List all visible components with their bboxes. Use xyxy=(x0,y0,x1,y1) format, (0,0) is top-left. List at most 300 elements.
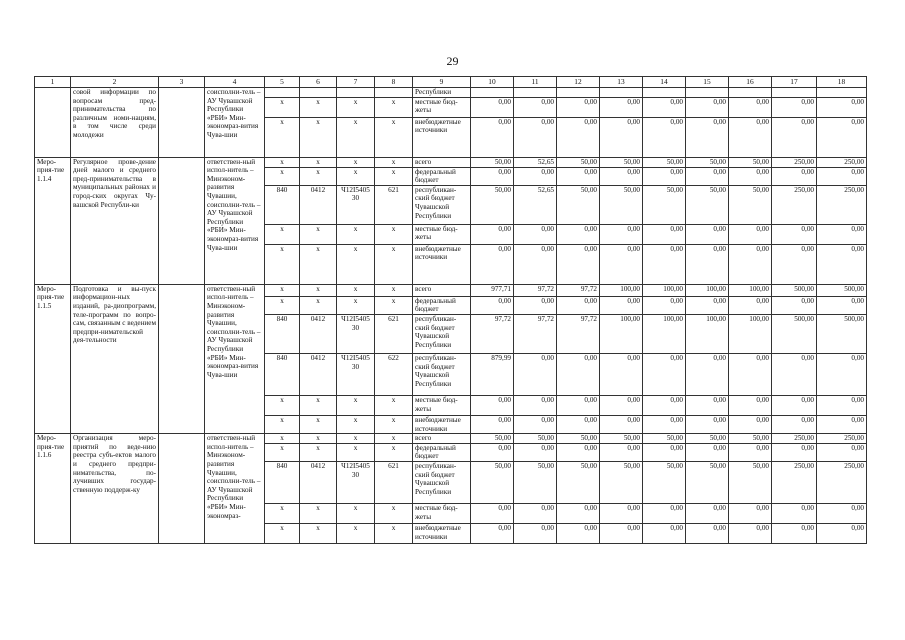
code-cell xyxy=(300,88,337,98)
funding-source: федеральный бюджет xyxy=(413,443,471,461)
amount-cell: 0,00 xyxy=(514,395,557,415)
amount-cell: 0,00 xyxy=(643,224,686,244)
amount-cell: 50,00 xyxy=(557,157,600,167)
amount-cell: 500,00 xyxy=(772,284,817,296)
amount-cell: 0,00 xyxy=(600,503,643,523)
amount-cell: 250,00 xyxy=(817,461,867,503)
activity-description: Организация меро-приятий по веде-нию реестра субъ-ектов малого и среднего предпри-нимательства, по-лучивших государ-ственную поддерж-ку xyxy=(71,434,159,544)
amount-cell: 0,00 xyxy=(514,296,557,314)
amount-cell: 0,00 xyxy=(557,395,600,415)
empty-cell xyxy=(159,434,205,544)
amount-cell: 0,00 xyxy=(557,167,600,185)
amount-cell: 500,00 xyxy=(817,284,867,296)
amount-cell: 0,00 xyxy=(514,97,557,117)
amount-cell: 50,00 xyxy=(643,157,686,167)
code-cell: х xyxy=(265,296,300,314)
amount-cell: 250,00 xyxy=(772,157,817,167)
amount-cell: 0,00 xyxy=(557,503,600,523)
amount-cell: 0,00 xyxy=(686,97,729,117)
amount-cell: 0,00 xyxy=(686,117,729,157)
amount-cell: 97,72 xyxy=(557,314,600,353)
amount-cell: 0,00 xyxy=(557,117,600,157)
amount-cell: 0,00 xyxy=(557,353,600,395)
funding-source: республикан-ский бюджет Чувашской Республики xyxy=(413,353,471,395)
amount-cell: 0,00 xyxy=(817,503,867,523)
amount-cell: 52,65 xyxy=(514,157,557,167)
amount-cell: 0,00 xyxy=(729,395,772,415)
table-row xyxy=(35,157,867,167)
amount-cell: 50,00 xyxy=(729,157,772,167)
code-cell: х xyxy=(375,97,413,117)
code-cell: х xyxy=(265,395,300,415)
code-cell: х xyxy=(300,443,337,461)
empty-cell xyxy=(159,88,205,158)
amount-cell: 50,00 xyxy=(557,185,600,224)
code-cell: х xyxy=(375,503,413,523)
amount-cell: 100,00 xyxy=(600,284,643,296)
amount-cell: 0,00 xyxy=(772,167,817,185)
amount-cell: 0,00 xyxy=(471,523,514,543)
amount-cell: 0,00 xyxy=(772,523,817,543)
activity-description: Регулярное прове-дение дней малого и среднего пред-принимательства в муниципальных районах и город-ских округах Чу-вашской Республи-ки xyxy=(71,157,159,284)
code-cell: х xyxy=(300,117,337,157)
amount-cell: 0,00 xyxy=(557,224,600,244)
amount-cell: 0,00 xyxy=(514,167,557,185)
code-cell: х xyxy=(300,224,337,244)
amount-cell: 100,00 xyxy=(643,284,686,296)
amount-cell: 0,00 xyxy=(686,167,729,185)
amount-cell: 0,00 xyxy=(643,353,686,395)
amount-cell: 0,00 xyxy=(772,296,817,314)
amount-cell: 0,00 xyxy=(557,415,600,433)
code-cell: 621 xyxy=(375,185,413,224)
code-cell: х xyxy=(265,434,300,444)
amount-cell: 0,00 xyxy=(514,523,557,543)
amount-cell: 50,00 xyxy=(557,461,600,503)
code-cell: х xyxy=(375,224,413,244)
code-cell: х xyxy=(337,434,375,444)
amount-cell: 0,00 xyxy=(471,97,514,117)
code-cell: Ч12I5405 30 xyxy=(337,353,375,395)
amount-cell: 0,00 xyxy=(600,395,643,415)
amount-cell: 0,00 xyxy=(600,415,643,433)
amount-cell: 50,00 xyxy=(729,185,772,224)
code-cell: х xyxy=(337,395,375,415)
code-cell: 621 xyxy=(375,314,413,353)
amount-cell: 0,00 xyxy=(643,167,686,185)
budget-table xyxy=(34,76,867,544)
code-cell: 0412 xyxy=(300,314,337,353)
funding-source: федеральный бюджет xyxy=(413,167,471,185)
amount-cell: 0,00 xyxy=(643,117,686,157)
amount-cell: 50,00 xyxy=(600,461,643,503)
funding-source: республикан-ский бюджет Чувашской Республики xyxy=(413,314,471,353)
page-number: 29 xyxy=(446,54,459,68)
amount-cell: 0,00 xyxy=(514,353,557,395)
amount-cell: 0,00 xyxy=(643,296,686,314)
amount-cell: 50,00 xyxy=(686,157,729,167)
amount-cell: 0,00 xyxy=(686,415,729,433)
amount-cell: 50,00 xyxy=(729,461,772,503)
amount-cell: 0,00 xyxy=(643,97,686,117)
amount-cell: 50,00 xyxy=(471,434,514,444)
amount-cell: 100,00 xyxy=(600,314,643,353)
funding-source: местные бюд-жеты xyxy=(413,224,471,244)
amount-cell: 0,00 xyxy=(514,443,557,461)
code-cell: х xyxy=(300,434,337,444)
amount-cell: 0,00 xyxy=(600,224,643,244)
amount-cell: 0,00 xyxy=(729,244,772,284)
column-number: 9 xyxy=(413,77,471,88)
code-cell: х xyxy=(300,395,337,415)
amount-cell: 0,00 xyxy=(471,443,514,461)
amount-cell: 0,00 xyxy=(817,443,867,461)
column-number: 5 xyxy=(265,77,300,88)
amount-cell: 50,00 xyxy=(600,185,643,224)
code-cell: х xyxy=(337,224,375,244)
column-number-row xyxy=(35,77,867,88)
code-cell: Ч12I5405 30 xyxy=(337,314,375,353)
column-number: 14 xyxy=(643,77,686,88)
code-cell: х xyxy=(375,296,413,314)
column-number: 12 xyxy=(557,77,600,88)
code-cell: х xyxy=(265,523,300,543)
code-cell: х xyxy=(265,503,300,523)
amount-cell xyxy=(514,88,557,98)
funding-source: местные бюд-жеты xyxy=(413,97,471,117)
amount-cell: 250,00 xyxy=(772,185,817,224)
amount-cell: 0,00 xyxy=(557,523,600,543)
code-cell: 840 xyxy=(265,185,300,224)
code-cell: х xyxy=(300,167,337,185)
code-cell: х xyxy=(375,523,413,543)
column-number: 16 xyxy=(729,77,772,88)
column-number: 15 xyxy=(686,77,729,88)
code-cell: х xyxy=(375,443,413,461)
amount-cell: 50,00 xyxy=(600,434,643,444)
amount-cell xyxy=(729,88,772,98)
amount-cell: 0,00 xyxy=(471,167,514,185)
amount-cell: 0,00 xyxy=(643,395,686,415)
amount-cell xyxy=(600,88,643,98)
amount-cell: 100,00 xyxy=(686,284,729,296)
code-cell: х xyxy=(337,503,375,523)
amount-cell: 0,00 xyxy=(772,97,817,117)
funding-source: всего xyxy=(413,284,471,296)
amount-cell: 50,00 xyxy=(557,434,600,444)
amount-cell: 0,00 xyxy=(514,415,557,433)
code-cell: х xyxy=(300,415,337,433)
amount-cell: 0,00 xyxy=(729,353,772,395)
amount-cell xyxy=(817,88,867,98)
funding-source: местные бюд-жеты xyxy=(413,395,471,415)
amount-cell: 0,00 xyxy=(471,244,514,284)
column-number: 18 xyxy=(817,77,867,88)
amount-cell: 0,00 xyxy=(643,443,686,461)
code-cell: 840 xyxy=(265,353,300,395)
amount-cell: 0,00 xyxy=(772,415,817,433)
code-cell: Ч12I5405 30 xyxy=(337,461,375,503)
code-cell: х xyxy=(375,157,413,167)
amount-cell: 0,00 xyxy=(817,224,867,244)
amount-cell: 0,00 xyxy=(772,395,817,415)
column-number: 13 xyxy=(600,77,643,88)
amount-cell: 250,00 xyxy=(772,461,817,503)
code-cell: х xyxy=(300,244,337,284)
executor-cell: ответствен-ный испол-нитель – Минэконом-развития Чувашии, соисполни-тель – АУ Чувашской Республики «РБИ» Мин-экономраз-вития Чува-шии xyxy=(205,284,265,433)
amount-cell: 0,00 xyxy=(772,353,817,395)
amount-cell: 50,00 xyxy=(686,461,729,503)
code-cell: х xyxy=(337,523,375,543)
amount-cell: 0,00 xyxy=(729,167,772,185)
amount-cell: 0,00 xyxy=(600,523,643,543)
amount-cell: 0,00 xyxy=(557,97,600,117)
amount-cell: 0,00 xyxy=(817,244,867,284)
code-cell: х xyxy=(265,244,300,284)
column-number: 3 xyxy=(159,77,205,88)
amount-cell: 100,00 xyxy=(643,314,686,353)
amount-cell: 97,72 xyxy=(471,314,514,353)
amount-cell: 0,00 xyxy=(471,395,514,415)
column-number: 4 xyxy=(205,77,265,88)
code-cell: х xyxy=(375,117,413,157)
code-cell: х xyxy=(337,443,375,461)
code-cell: х xyxy=(265,415,300,433)
code-cell: х xyxy=(300,97,337,117)
amount-cell: 50,00 xyxy=(729,434,772,444)
amount-cell: 977,71 xyxy=(471,284,514,296)
amount-cell: 0,00 xyxy=(772,503,817,523)
amount-cell: 0,00 xyxy=(600,443,643,461)
amount-cell: 0,00 xyxy=(514,244,557,284)
code-cell: х xyxy=(337,117,375,157)
amount-cell: 0,00 xyxy=(600,117,643,157)
amount-cell: 50,00 xyxy=(471,461,514,503)
code-cell: х xyxy=(337,167,375,185)
amount-cell: 250,00 xyxy=(817,434,867,444)
code-cell: х xyxy=(300,157,337,167)
amount-cell xyxy=(471,88,514,98)
amount-cell: 0,00 xyxy=(643,523,686,543)
amount-cell: 50,00 xyxy=(643,461,686,503)
amount-cell: 0,00 xyxy=(514,224,557,244)
amount-cell: 0,00 xyxy=(817,353,867,395)
code-cell: х xyxy=(337,97,375,117)
amount-cell: 0,00 xyxy=(471,415,514,433)
amount-cell: 0,00 xyxy=(600,244,643,284)
amount-cell: 0,00 xyxy=(686,353,729,395)
table-row xyxy=(35,284,867,296)
amount-cell: 50,00 xyxy=(643,185,686,224)
amount-cell: 50,00 xyxy=(600,157,643,167)
amount-cell: 0,00 xyxy=(729,97,772,117)
code-cell: х xyxy=(375,415,413,433)
amount-cell: 0,00 xyxy=(729,224,772,244)
code-cell: х xyxy=(300,523,337,543)
amount-cell: 0,00 xyxy=(686,224,729,244)
amount-cell: 0,00 xyxy=(817,415,867,433)
amount-cell: 100,00 xyxy=(729,314,772,353)
code-cell xyxy=(375,88,413,98)
table-row xyxy=(35,88,867,98)
executor-cell: соисполни-тель – АУ Чувашской Республики «РБИ» Мин-экономраз-вития Чува-шии xyxy=(205,88,265,158)
executor-cell: ответствен-ный испол-нитель – Минэконом-развития Чувашии, соисполни-тель – АУ Чувашской Республики «РБИ» Мин-экономраз- xyxy=(205,434,265,544)
amount-cell: 50,00 xyxy=(471,185,514,224)
code-cell: 0412 xyxy=(300,353,337,395)
funding-source: республикан-ский бюджет Чувашской Республики xyxy=(413,185,471,224)
amount-cell: 0,00 xyxy=(817,97,867,117)
code-cell: х xyxy=(300,296,337,314)
executor-cell: ответствен-ный испол-нитель – Минэконом-развития Чувашии, соисполни-тель – АУ Чувашской Республики «РБИ» Мин-экономраз-вития Чува-шии xyxy=(205,157,265,284)
funding-source: внебюджетные источники xyxy=(413,244,471,284)
code-cell: х xyxy=(265,117,300,157)
amount-cell: 0,00 xyxy=(557,443,600,461)
amount-cell: 0,00 xyxy=(600,296,643,314)
amount-cell: 0,00 xyxy=(729,443,772,461)
activity-label: Меро-прия-тие 1.1.4 xyxy=(35,157,71,284)
funding-source: внебюджетные источники xyxy=(413,523,471,543)
amount-cell: 0,00 xyxy=(772,443,817,461)
amount-cell: 0,00 xyxy=(772,117,817,157)
amount-cell: 50,00 xyxy=(471,157,514,167)
amount-cell xyxy=(643,88,686,98)
code-cell: х xyxy=(300,503,337,523)
code-cell: х xyxy=(265,284,300,296)
amount-cell: 0,00 xyxy=(514,117,557,157)
table-row xyxy=(35,434,867,444)
amount-cell: 0,00 xyxy=(686,523,729,543)
amount-cell: 500,00 xyxy=(772,314,817,353)
amount-cell: 0,00 xyxy=(686,296,729,314)
amount-cell: 0,00 xyxy=(600,97,643,117)
amount-cell: 0,00 xyxy=(817,167,867,185)
column-number: 6 xyxy=(300,77,337,88)
amount-cell: 0,00 xyxy=(686,244,729,284)
amount-cell: 52,65 xyxy=(514,185,557,224)
activity-label: Меро-прия-тие 1.1.5 xyxy=(35,284,71,433)
code-cell: х xyxy=(337,244,375,284)
amount-cell xyxy=(557,88,600,98)
amount-cell: 0,00 xyxy=(471,296,514,314)
amount-cell: 100,00 xyxy=(729,284,772,296)
code-cell: х xyxy=(337,296,375,314)
code-cell: 840 xyxy=(265,461,300,503)
activity-description: совой информации по вопросам пред-принимательства по различным номи-нациям, в том числе среди молодежи xyxy=(71,88,159,158)
code-cell xyxy=(265,88,300,98)
funding-source: республикан-ский бюджет Чувашской Республики xyxy=(413,461,471,503)
code-cell: х xyxy=(375,395,413,415)
amount-cell: 50,00 xyxy=(514,434,557,444)
code-cell: 622 xyxy=(375,353,413,395)
column-number: 1 xyxy=(35,77,71,88)
amount-cell: 0,00 xyxy=(729,296,772,314)
funding-source: Республики xyxy=(413,88,471,98)
activity-label: Меро-прия-тие 1.1.6 xyxy=(35,434,71,544)
funding-source: федеральный бюджет xyxy=(413,296,471,314)
amount-cell: 0,00 xyxy=(600,167,643,185)
amount-cell: 0,00 xyxy=(817,117,867,157)
amount-cell: 250,00 xyxy=(772,434,817,444)
column-number: 2 xyxy=(71,77,159,88)
amount-cell: 0,00 xyxy=(817,523,867,543)
empty-cell xyxy=(159,157,205,284)
code-cell xyxy=(337,88,375,98)
amount-cell: 0,00 xyxy=(772,224,817,244)
amount-cell: 50,00 xyxy=(514,461,557,503)
amount-cell: 97,72 xyxy=(557,284,600,296)
column-number: 8 xyxy=(375,77,413,88)
amount-cell: 0,00 xyxy=(471,117,514,157)
amount-cell: 250,00 xyxy=(817,157,867,167)
amount-cell: 0,00 xyxy=(686,443,729,461)
amount-cell: 0,00 xyxy=(729,117,772,157)
amount-cell: 250,00 xyxy=(817,185,867,224)
amount-cell: 0,00 xyxy=(557,296,600,314)
funding-source: местные бюд-жеты xyxy=(413,503,471,523)
funding-source: внебюджетные источники xyxy=(413,117,471,157)
empty-cell xyxy=(159,284,205,433)
amount-cell: 0,00 xyxy=(600,353,643,395)
code-cell: х xyxy=(265,224,300,244)
amount-cell: 0,00 xyxy=(772,244,817,284)
code-cell: х xyxy=(375,284,413,296)
amount-cell: 0,00 xyxy=(817,296,867,314)
code-cell: х xyxy=(265,443,300,461)
amount-cell: 0,00 xyxy=(729,415,772,433)
amount-cell: 0,00 xyxy=(471,224,514,244)
amount-cell: 50,00 xyxy=(686,185,729,224)
code-cell: х xyxy=(300,284,337,296)
amount-cell: 50,00 xyxy=(686,434,729,444)
amount-cell: 0,00 xyxy=(514,503,557,523)
amount-cell xyxy=(772,88,817,98)
code-cell: х xyxy=(375,244,413,284)
amount-cell: 879,99 xyxy=(471,353,514,395)
amount-cell: 97,72 xyxy=(514,314,557,353)
code-cell: 0412 xyxy=(300,185,337,224)
amount-cell: 500,00 xyxy=(817,314,867,353)
code-cell: 621 xyxy=(375,461,413,503)
column-number: 11 xyxy=(514,77,557,88)
column-number: 10 xyxy=(471,77,514,88)
column-number: 17 xyxy=(772,77,817,88)
amount-cell xyxy=(686,88,729,98)
amount-cell: 50,00 xyxy=(643,434,686,444)
funding-source: внебюджетные источники xyxy=(413,415,471,433)
amount-cell: 97,72 xyxy=(514,284,557,296)
funding-source: всего xyxy=(413,434,471,444)
code-cell: 0412 xyxy=(300,461,337,503)
amount-cell: 0,00 xyxy=(557,244,600,284)
amount-cell: 100,00 xyxy=(686,314,729,353)
amount-cell: 0,00 xyxy=(729,503,772,523)
code-cell: 840 xyxy=(265,314,300,353)
funding-source: всего xyxy=(413,157,471,167)
amount-cell: 0,00 xyxy=(686,395,729,415)
table-body xyxy=(35,77,867,544)
code-cell: х xyxy=(337,157,375,167)
code-cell: х xyxy=(375,434,413,444)
amount-cell: 0,00 xyxy=(471,503,514,523)
amount-cell: 0,00 xyxy=(817,395,867,415)
amount-cell: 0,00 xyxy=(686,503,729,523)
activity-description: Подготовка и вы-пуск информацион-ных изданий, ра-диопрограмм, теле-программ по вопро-сам, связанным с ведением предпри-нимательской дея-тельности xyxy=(71,284,159,433)
code-cell: х xyxy=(337,284,375,296)
column-number: 7 xyxy=(337,77,375,88)
code-cell: Ч12I5405 30 xyxy=(337,185,375,224)
code-cell: х xyxy=(265,167,300,185)
activity-label xyxy=(35,88,71,158)
